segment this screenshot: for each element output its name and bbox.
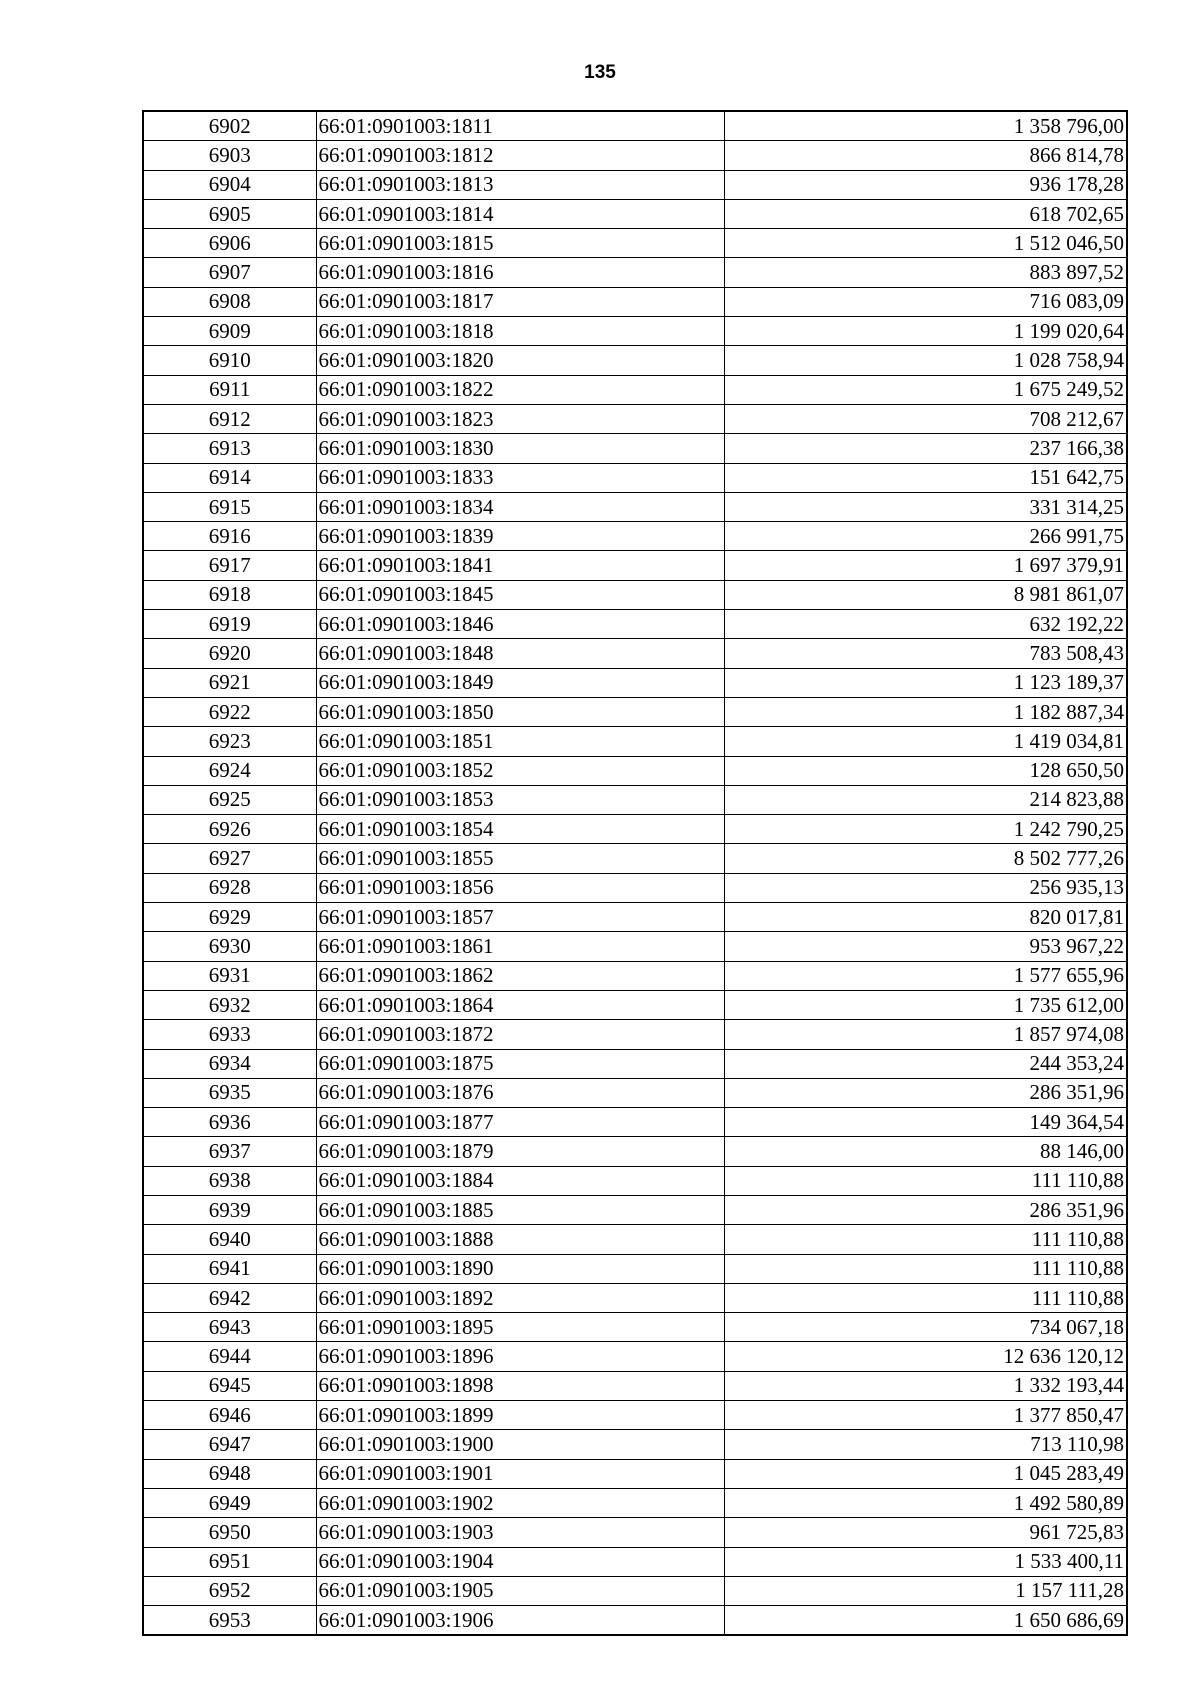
cadastral-number-cell: 66:01:0901003:1890	[316, 1254, 724, 1283]
table-row	[143, 1137, 1127, 1166]
cadastral-value-cell: 214 823,88	[724, 785, 1127, 814]
table-row	[143, 287, 1127, 316]
cadastral-value-cell: 1 028 758,94	[724, 346, 1127, 375]
cadastral-value-cell: 1 358 796,00	[724, 111, 1127, 141]
table-row	[143, 610, 1127, 639]
row-number-cell: 6903	[143, 141, 316, 170]
cadastral-value-cell: 111 110,88	[724, 1225, 1127, 1254]
cadastral-number-cell: 66:01:0901003:1852	[316, 756, 724, 785]
cadastral-number-cell: 66:01:0901003:1906	[316, 1606, 724, 1636]
cadastral-number-cell: 66:01:0901003:1816	[316, 258, 724, 287]
row-number-cell: 6907	[143, 258, 316, 287]
row-number-cell: 6940	[143, 1225, 316, 1254]
table-row	[143, 1342, 1127, 1371]
cadastral-number-cell: 66:01:0901003:1901	[316, 1459, 724, 1488]
row-number-cell: 6922	[143, 697, 316, 726]
table-row	[143, 1078, 1127, 1107]
cadastral-number-cell: 66:01:0901003:1879	[316, 1137, 724, 1166]
cadastral-value-cell: 237 166,38	[724, 434, 1127, 463]
cadastral-number-cell: 66:01:0901003:1848	[316, 639, 724, 668]
cadastral-value-cell: 266 991,75	[724, 522, 1127, 551]
cadastral-number-cell: 66:01:0901003:1851	[316, 727, 724, 756]
cadastral-number-cell: 66:01:0901003:1812	[316, 141, 724, 170]
row-number-cell: 6905	[143, 199, 316, 228]
cadastral-value-cell: 953 967,22	[724, 932, 1127, 961]
row-number-cell: 6943	[143, 1313, 316, 1342]
cadastral-number-cell: 66:01:0901003:1895	[316, 1313, 724, 1342]
cadastral-value-cell: 331 314,25	[724, 492, 1127, 521]
row-number-cell: 6934	[143, 1049, 316, 1078]
table-row	[143, 1401, 1127, 1430]
row-number-cell: 6930	[143, 932, 316, 961]
cadastral-value-cell: 1 419 034,81	[724, 727, 1127, 756]
cadastral-number-cell: 66:01:0901003:1850	[316, 697, 724, 726]
table-row	[143, 492, 1127, 521]
row-number-cell: 6914	[143, 463, 316, 492]
table-row	[143, 1254, 1127, 1283]
table-row	[143, 1488, 1127, 1517]
row-number-cell: 6938	[143, 1166, 316, 1195]
table-row	[143, 1020, 1127, 1049]
row-number-cell: 6915	[143, 492, 316, 521]
cadastral-value-cell: 618 702,65	[724, 199, 1127, 228]
row-number-cell: 6941	[143, 1254, 316, 1283]
row-number-cell: 6909	[143, 317, 316, 346]
cadastral-number-cell: 66:01:0901003:1845	[316, 580, 724, 609]
table-row	[143, 639, 1127, 668]
table-row	[143, 1313, 1127, 1342]
table-row	[143, 1547, 1127, 1576]
cadastral-value-cell: 111 110,88	[724, 1166, 1127, 1195]
row-number-cell: 6916	[143, 522, 316, 551]
table-row	[143, 522, 1127, 551]
cadastral-number-cell: 66:01:0901003:1846	[316, 610, 724, 639]
cadastral-number-cell: 66:01:0901003:1905	[316, 1576, 724, 1605]
cadastral-value-cell: 149 364,54	[724, 1108, 1127, 1137]
table-row	[143, 229, 1127, 258]
row-number-cell: 6923	[143, 727, 316, 756]
table-row	[143, 727, 1127, 756]
cadastral-value-cell: 8 502 777,26	[724, 844, 1127, 873]
cadastral-value-cell: 1 045 283,49	[724, 1459, 1127, 1488]
cadastral-value-cell: 713 110,98	[724, 1430, 1127, 1459]
table-row	[143, 1166, 1127, 1195]
row-number-cell: 6925	[143, 785, 316, 814]
table-row	[143, 1108, 1127, 1137]
table-row	[143, 258, 1127, 287]
cadastral-number-cell: 66:01:0901003:1875	[316, 1049, 724, 1078]
row-number-cell: 6910	[143, 346, 316, 375]
cadastral-number-cell: 66:01:0901003:1855	[316, 844, 724, 873]
cadastral-number-cell: 66:01:0901003:1885	[316, 1195, 724, 1224]
cadastral-number-cell: 66:01:0901003:1811	[316, 111, 724, 141]
cadastral-number-cell: 66:01:0901003:1872	[316, 1020, 724, 1049]
cadastral-number-cell: 66:01:0901003:1817	[316, 287, 724, 316]
table-row	[143, 463, 1127, 492]
cadastral-value-cell: 1 182 887,34	[724, 697, 1127, 726]
row-number-cell: 6920	[143, 639, 316, 668]
cadastral-value-cell: 961 725,83	[724, 1518, 1127, 1547]
table-row	[143, 1430, 1127, 1459]
table-row	[143, 697, 1127, 726]
cadastral-number-cell: 66:01:0901003:1876	[316, 1078, 724, 1107]
table-row	[143, 199, 1127, 228]
row-number-cell: 6939	[143, 1195, 316, 1224]
cadastral-number-cell: 66:01:0901003:1898	[316, 1371, 724, 1400]
row-number-cell: 6904	[143, 170, 316, 199]
cadastral-number-cell: 66:01:0901003:1856	[316, 873, 724, 902]
table-row	[143, 1518, 1127, 1547]
row-number-cell: 6944	[143, 1342, 316, 1371]
cadastral-value-cell: 632 192,22	[724, 610, 1127, 639]
page-number: 135	[584, 62, 616, 83]
cadastral-value-cell: 1 857 974,08	[724, 1020, 1127, 1049]
cadastral-value-cell: 1 675 249,52	[724, 375, 1127, 404]
table-row	[143, 111, 1127, 141]
row-number-cell: 6919	[143, 610, 316, 639]
table-row	[143, 1049, 1127, 1078]
row-number-cell: 6946	[143, 1401, 316, 1430]
cadastral-number-cell: 66:01:0901003:1902	[316, 1488, 724, 1517]
row-number-cell: 6918	[143, 580, 316, 609]
cadastral-number-cell: 66:01:0901003:1888	[316, 1225, 724, 1254]
cadastral-value-table	[142, 110, 1128, 1636]
cadastral-number-cell: 66:01:0901003:1849	[316, 668, 724, 697]
row-number-cell: 6927	[143, 844, 316, 873]
row-number-cell: 6952	[143, 1576, 316, 1605]
table-row	[143, 1606, 1127, 1636]
row-number-cell: 6951	[143, 1547, 316, 1576]
cadastral-value-cell: 111 110,88	[724, 1283, 1127, 1312]
row-number-cell: 6949	[143, 1488, 316, 1517]
table-row	[143, 375, 1127, 404]
row-number-cell: 6921	[143, 668, 316, 697]
cadastral-number-cell: 66:01:0901003:1904	[316, 1547, 724, 1576]
cadastral-value-cell: 734 067,18	[724, 1313, 1127, 1342]
cadastral-value-cell: 936 178,28	[724, 170, 1127, 199]
table-row	[143, 1576, 1127, 1605]
cadastral-value-cell: 88 146,00	[724, 1137, 1127, 1166]
table-row	[143, 1371, 1127, 1400]
table-row	[143, 844, 1127, 873]
table-row	[143, 990, 1127, 1019]
row-number-cell: 6931	[143, 961, 316, 990]
cadastral-number-cell: 66:01:0901003:1814	[316, 199, 724, 228]
cadastral-value-cell: 286 351,96	[724, 1195, 1127, 1224]
table-row	[143, 815, 1127, 844]
cadastral-value-cell: 1 492 580,89	[724, 1488, 1127, 1517]
row-number-cell: 6933	[143, 1020, 316, 1049]
cadastral-number-cell: 66:01:0901003:1896	[316, 1342, 724, 1371]
cadastral-number-cell: 66:01:0901003:1820	[316, 346, 724, 375]
table-row	[143, 170, 1127, 199]
table-row	[143, 1225, 1127, 1254]
cadastral-number-cell: 66:01:0901003:1900	[316, 1430, 724, 1459]
row-number-cell: 6947	[143, 1430, 316, 1459]
cadastral-number-cell: 66:01:0901003:1862	[316, 961, 724, 990]
row-number-cell: 6945	[143, 1371, 316, 1400]
cadastral-number-cell: 66:01:0901003:1839	[316, 522, 724, 551]
table-row	[143, 756, 1127, 785]
cadastral-value-cell: 708 212,67	[724, 404, 1127, 433]
cadastral-value-cell: 1 533 400,11	[724, 1547, 1127, 1576]
cadastral-number-cell: 66:01:0901003:1877	[316, 1108, 724, 1137]
cadastral-number-cell: 66:01:0901003:1899	[316, 1401, 724, 1430]
cadastral-value-cell: 1 242 790,25	[724, 815, 1127, 844]
cadastral-value-cell: 244 353,24	[724, 1049, 1127, 1078]
table-row	[143, 404, 1127, 433]
cadastral-value-cell: 12 636 120,12	[724, 1342, 1127, 1371]
row-number-cell: 6926	[143, 815, 316, 844]
row-number-cell: 6937	[143, 1137, 316, 1166]
cadastral-value-cell: 1 332 193,44	[724, 1371, 1127, 1400]
row-number-cell: 6932	[143, 990, 316, 1019]
cadastral-number-cell: 66:01:0901003:1903	[316, 1518, 724, 1547]
row-number-cell: 6902	[143, 111, 316, 141]
table-row	[143, 873, 1127, 902]
cadastral-number-cell: 66:01:0901003:1813	[316, 170, 724, 199]
cadastral-number-cell: 66:01:0901003:1823	[316, 404, 724, 433]
table-row	[143, 580, 1127, 609]
cadastral-value-cell: 1 123 189,37	[724, 668, 1127, 697]
row-number-cell: 6928	[143, 873, 316, 902]
row-number-cell: 6911	[143, 375, 316, 404]
cadastral-value-cell: 151 642,75	[724, 463, 1127, 492]
cadastral-number-cell: 66:01:0901003:1861	[316, 932, 724, 961]
cadastral-value-cell: 1 697 379,91	[724, 551, 1127, 580]
cadastral-value-cell: 111 110,88	[724, 1254, 1127, 1283]
cadastral-value-cell: 1 377 850,47	[724, 1401, 1127, 1430]
row-number-cell: 6912	[143, 404, 316, 433]
cadastral-number-cell: 66:01:0901003:1857	[316, 903, 724, 932]
cadastral-value-cell: 883 897,52	[724, 258, 1127, 287]
cadastral-value-cell: 1 157 111,28	[724, 1576, 1127, 1605]
row-number-cell: 6913	[143, 434, 316, 463]
cadastral-number-cell: 66:01:0901003:1864	[316, 990, 724, 1019]
table-row	[143, 1195, 1127, 1224]
cadastral-value-cell: 128 650,50	[724, 756, 1127, 785]
table-row	[143, 1459, 1127, 1488]
cadastral-value-cell: 286 351,96	[724, 1078, 1127, 1107]
cadastral-number-cell: 66:01:0901003:1892	[316, 1283, 724, 1312]
table-row	[143, 141, 1127, 170]
row-number-cell: 6908	[143, 287, 316, 316]
table-row	[143, 434, 1127, 463]
table-row	[143, 551, 1127, 580]
row-number-cell: 6950	[143, 1518, 316, 1547]
table-row	[143, 903, 1127, 932]
cadastral-value-cell: 1 735 612,00	[724, 990, 1127, 1019]
cadastral-number-cell: 66:01:0901003:1854	[316, 815, 724, 844]
cadastral-value-cell: 866 814,78	[724, 141, 1127, 170]
table-row	[143, 668, 1127, 697]
row-number-cell: 6924	[143, 756, 316, 785]
table-row	[143, 932, 1127, 961]
cadastral-number-cell: 66:01:0901003:1853	[316, 785, 724, 814]
table-body	[143, 111, 1127, 1635]
cadastral-number-cell: 66:01:0901003:1841	[316, 551, 724, 580]
cadastral-number-cell: 66:01:0901003:1822	[316, 375, 724, 404]
cadastral-value-cell: 8 981 861,07	[724, 580, 1127, 609]
cadastral-value-cell: 256 935,13	[724, 873, 1127, 902]
row-number-cell: 6917	[143, 551, 316, 580]
table-row	[143, 1283, 1127, 1312]
cadastral-value-cell: 820 017,81	[724, 903, 1127, 932]
cadastral-value-cell: 716 083,09	[724, 287, 1127, 316]
row-number-cell: 6948	[143, 1459, 316, 1488]
table-row	[143, 346, 1127, 375]
cadastral-value-cell: 1 512 046,50	[724, 229, 1127, 258]
cadastral-number-cell: 66:01:0901003:1884	[316, 1166, 724, 1195]
cadastral-number-cell: 66:01:0901003:1830	[316, 434, 724, 463]
cadastral-number-cell: 66:01:0901003:1834	[316, 492, 724, 521]
cadastral-value-cell: 1 650 686,69	[724, 1606, 1127, 1636]
table-row	[143, 317, 1127, 346]
cadastral-value-cell: 1 577 655,96	[724, 961, 1127, 990]
row-number-cell: 6942	[143, 1283, 316, 1312]
cadastral-number-cell: 66:01:0901003:1815	[316, 229, 724, 258]
table-row	[143, 961, 1127, 990]
cadastral-number-cell: 66:01:0901003:1818	[316, 317, 724, 346]
cadastral-value-cell: 783 508,43	[724, 639, 1127, 668]
cadastral-value-cell: 1 199 020,64	[724, 317, 1127, 346]
row-number-cell: 6953	[143, 1606, 316, 1636]
cadastral-number-cell: 66:01:0901003:1833	[316, 463, 724, 492]
row-number-cell: 6929	[143, 903, 316, 932]
row-number-cell: 6906	[143, 229, 316, 258]
row-number-cell: 6935	[143, 1078, 316, 1107]
row-number-cell: 6936	[143, 1108, 316, 1137]
table-row	[143, 785, 1127, 814]
